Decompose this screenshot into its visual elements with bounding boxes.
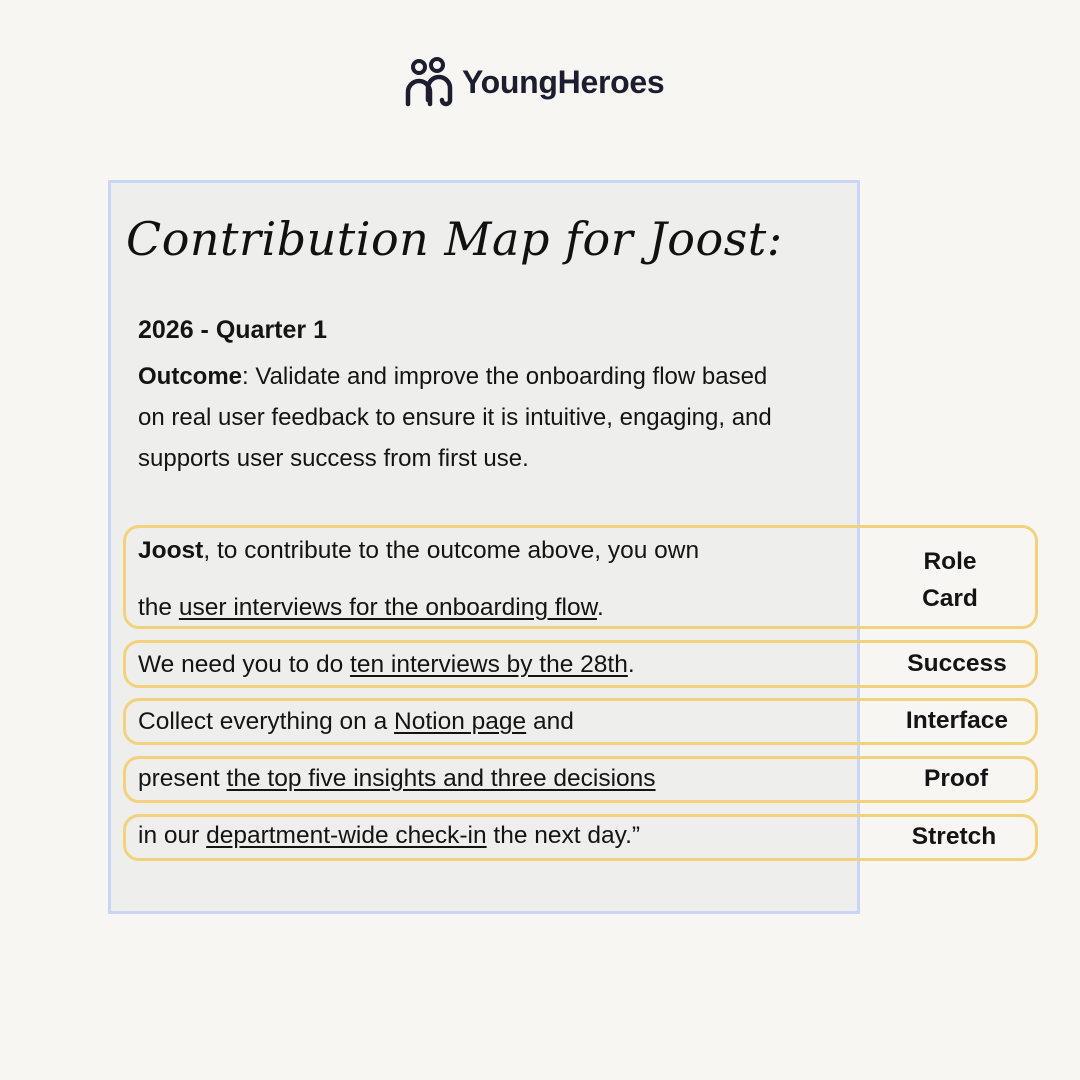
interface-link: Notion page	[394, 708, 527, 735]
brand-name: YoungHeroes	[462, 63, 665, 100]
tag-role: Role	[923, 548, 977, 575]
tag-interface: Interface	[905, 707, 1009, 734]
stretch-text-1: in our	[138, 822, 207, 849]
stretch-link: department-wide check-in	[206, 822, 487, 849]
success-link: ten interviews by the 28th	[350, 651, 628, 678]
proof-text-1: present	[138, 765, 227, 792]
success-line	[138, 651, 635, 679]
role-line-2	[138, 594, 604, 622]
outcome-separator: :	[242, 363, 256, 390]
role-text-1: , to contribute to the outcome above, you own	[203, 537, 700, 564]
two-people-icon	[404, 56, 456, 108]
tag-stretch: Stretch	[911, 823, 997, 850]
interface-text-2: and	[526, 708, 574, 735]
outcome-text: Validate and improve the onboarding flow based on real user feedback to ensure it is intuitive, engaging, and supports user success from first use.	[138, 363, 772, 472]
proof-link: the top five insights and three decisions	[226, 765, 656, 792]
tag-success: Success	[907, 650, 1007, 677]
stretch-text-2: the next day.”	[486, 822, 641, 849]
interface-line	[138, 708, 574, 736]
role-line-1	[138, 537, 699, 565]
role-text-2: the	[138, 594, 179, 621]
outcome-paragraph	[138, 356, 798, 479]
tag-proof: Proof	[924, 765, 988, 792]
tag-card: Card	[922, 585, 978, 612]
success-text-1: We need you to do	[138, 651, 351, 678]
interface-text-1: Collect everything on a	[138, 708, 395, 735]
role-link: user interviews for the onboarding flow	[178, 594, 597, 621]
success-text-2: .	[627, 651, 635, 678]
quarter-heading: 2026 - Quarter 1	[138, 316, 327, 344]
stretch-line	[138, 822, 640, 850]
owner-name: Joost	[138, 537, 204, 564]
brand-logo	[404, 54, 664, 110]
tag-role-card	[900, 543, 1000, 617]
proof-line	[138, 765, 656, 793]
card-title: Contribution Map for Joost:	[126, 212, 783, 266]
outcome-label: Outcome	[138, 363, 243, 390]
role-text-3: .	[596, 594, 604, 621]
